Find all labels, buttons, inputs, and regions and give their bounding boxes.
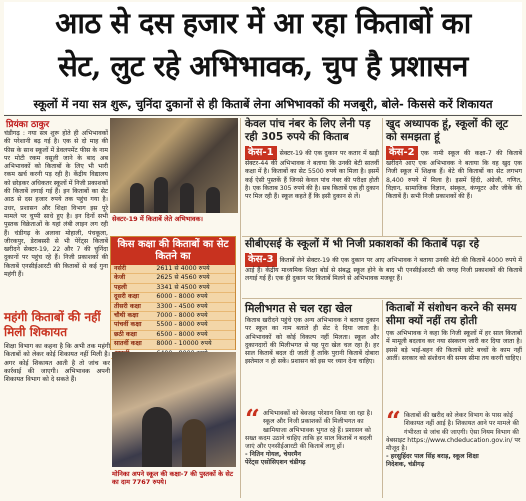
price-table-row <box>111 284 235 293</box>
price-table-row <box>111 303 235 312</box>
case-1-block <box>245 146 379 234</box>
director-signature-title: निदेशक, चंडीगढ़ <box>386 461 425 469</box>
set-price: 5500 - 8000 रुपये <box>156 321 208 329</box>
set-price: 8000 - 10000 रुपये <box>156 340 212 348</box>
photo-bookshop <box>110 118 238 213</box>
class-name: केजी <box>114 274 126 282</box>
price-table-row <box>111 265 235 274</box>
left-box-text: शिक्षा विभाग का कहना है कि अभी तक महंगी किताबों को लेकर कोई शिकायत नहीं मिली है। अगर कोई शिकायत आती है तो जांच कर कार्रवाई की जाएगी। अभिभावक अपनी शिकायत विभाग को दे सकते हैं। <box>4 343 110 384</box>
price-table-row <box>111 340 235 349</box>
class-name: पांचवीं कक्षा <box>114 321 142 329</box>
mid-heading: केवल पांच नंबर के लिए लेनी पड़ रही 305 रुपये की किताब <box>245 118 371 143</box>
quote-signature: - नितिन गोयल, चेयरमैन <box>245 451 302 459</box>
left-box <box>4 310 110 498</box>
set-price: 3300 - 4500 रुपये <box>156 302 208 310</box>
set-price: 2611 से 4000 रुपये <box>156 265 210 272</box>
headline-line-1: आठ से दस हजार में आ रहा किताबों का <box>55 6 471 40</box>
divider <box>242 236 522 237</box>
milibhagat-heading: मिलीभगत से चल रहा खेल <box>245 302 352 315</box>
case-1-text: सेक्टर-19 की एक दुकान पर कतार में खड़ी सेक्टर-44 की अभिभावक ने बताया कि उनकी बेटी सातवीं कक्षा में है। किताबों का सेट 5500 रुपये का मिला है। इसमें कई ऐसी पुस्तकें हैं जिनसे केवल पांच नंबर की परीक्षा होती है। एक किताब 305 रुपये की है। सब किताबें एक ही दुकान पर मिल रही हैं। स्कूल कहते हैं कि इसी दुकान से लें। <box>245 150 379 201</box>
quote-signature-org: पेरेंट्स एसोसिएशन चंडीगढ़ <box>245 459 306 467</box>
class-name: पहली <box>114 283 127 291</box>
class-name: नर्सरी <box>114 265 126 272</box>
column-divider <box>382 300 383 498</box>
case-3-label: केस-3 <box>245 253 277 267</box>
case-2-text: एक नामी स्कूल की कक्षा-7 की किताबें खरीदने आए एक अभिभावक ने बताया कि वह खुद एक निजी स्कूल में शिक्षक हैं। बेटे की किताबों का सेट लगभग 8,400 रुपये में मिला है। इसमें हिंदी, अंग्रेजी, गणित, विज्ञान, सामाजिक विज्ञान, संस्कृत, कंप्यूटर और जीके की किताबें हैं। सभी निजी प्रकाशकों की हैं। <box>386 150 522 201</box>
set-price: 2625 से 4560 रुपये <box>156 274 210 282</box>
class-name: तीसरी कक्षा <box>114 302 141 310</box>
case-3-block <box>245 253 522 295</box>
price-table-title: किस कक्षा की किताबों का सेट कितने का <box>111 237 235 265</box>
byline: प्रियंका ठाकुर <box>6 120 50 130</box>
cbse-heading: सीबीएसई के स्कूलों में भी निजी प्रकाशकों की किताबें पढ़ा रहे <box>245 238 480 250</box>
set-price: 7000 - 8000 रुपये <box>156 312 208 320</box>
case-2-block <box>386 146 522 234</box>
price-table-row <box>111 293 235 302</box>
price-table-row <box>111 331 235 340</box>
headline-line-2: सेट, लुट रहे अभिभावक, चुप है प्रशासन <box>58 49 468 83</box>
left-body-text: चंडीगढ़ : नया सत्र शुरू होते ही अभिभावकों की परेशानी बढ़ गई है। एक से दो माह की फीस के साथ स्कूलों में डेवलपमेंट फीस के नाम पर मोटी रकम वसूली जाने के बाद अब अभिभावकों को किताबों के लिए भी भारी रकम खर्च करनी पड़ रही है। केंद्रीय विद्यालय को छोड़कर अधिकतर स्कूलों में निजी प्रकाशकों की किताबें लगाई गई हैं। इन किताबों का सेट आठ से दस हजार रुपये तक पहुंच गया है। उधर, प्रशासन और शिक्षा विभाग इस पूरे मामले पर चुप्पी साधे हुए है। इन दिनों सभी पुस्तक विक्रेताओं के यहां लंबी लाइन लग रही हैं। चंडीगढ़ के अलावा मोहाली, पंचकूला, जीरकपुर, डेराबस्सी से भी पेरेंट्स किताबें खरीदने सेक्टर-19, 22 और 7 की चुनिंदा दुकानों पर पहुंच रहे हैं। निजी प्रकाशकों की किताबें एनसीईआरटी की किताबों से कई गुना महंगी हैं। <box>4 130 108 279</box>
right-box-text: एक अभिभावक ने कहा कि निजी स्कूलों में हर साल किताबों में मामूली बदलाव कर नया संस्करण जारी कर दिया जाता है। इससे बड़े भाई-बहन की किताबें छोटे बच्चों के काम नहीं आतीं। सरकार को संशोधन की समय सीमा तय करनी चाहिए। <box>386 330 522 362</box>
class-name: दूसरी कक्षा <box>114 293 139 301</box>
photo-caption-1: सेक्टर-19 में किताबें लेते अभिभावक। <box>112 215 203 223</box>
case-3-text: किताबें लेने सेक्टर-19 की एक दुकान पर आए अभिभावक ने बताया उनकी बेटी की किताबें 4000 रुपये में आई हैं। केंद्रीय माध्यमिक शिक्षा बोर्ड से संबद्ध स्कूल होने के बाद भी एनसीईआरटी की जगह निजी प्रकाशकों की किताबें लगाई गई हैं। एक ही दुकान पर किताबें मिलने से अभिभावक मजबूर हैं। <box>245 257 522 283</box>
subheadline: स्कूलों में नया सत्र शुरू, चुनिंदा दुकानों से ही किताबें लेना अभिभावकों की मजबूरी, बोले- किससे करें शिकायत <box>4 94 522 114</box>
price-table-row <box>111 321 235 330</box>
right-box-heading: किताबों में संशोधन करने की समय सीमा क्यों नहीं तय होती <box>386 302 517 327</box>
class-name: सातवीं कक्षा <box>114 340 142 348</box>
class-name: चौथी कक्षा <box>114 312 139 320</box>
quote-text: अभिभावकों को बेवजह परेशान किया जा रहा है। स्कूल और निजी प्रकाशकों की मिलीभगत का खामियाजा अभिभावक भुगत रहे हैं। प्रशासन को सख्त कदम उठाने चाहिए ताकि हर साल किताबें न बदली जाएं और एनसीईआरटी की किताबें लागू हों। <box>245 410 373 451</box>
photo-book-set <box>112 352 236 467</box>
left-box-heading: महंगी किताबों की नहीं मिली शिकायत <box>4 310 101 339</box>
milibhagat-text: किताब खरीदने पहुंचे एक अन्य अभिभावक ने बताया दुकान पर स्कूल का नाम बताते ही सेट दे दिया जाता है। अभिभावकों को कोई विकल्प नहीं मिलता। स्कूल और दुकानदारों की मिलीभगत से यह पूरा खेल चल रहा है। हर साल किताबें बदल दी जाती हैं ताकि पुरानी किताबें दोबारा इस्तेमाल न हो सकें। प्रशासन को इस पर ध्यान देना चाहिए। <box>245 317 379 366</box>
class-name: छठी कक्षा <box>114 330 137 338</box>
set-price: 6000 - 8000 रुपये <box>156 293 208 301</box>
set-price: 6500 - 8000 रुपये <box>156 330 208 338</box>
column-divider <box>240 118 241 498</box>
case-1-label: केस-1 <box>245 146 277 160</box>
price-table-row <box>111 274 235 283</box>
quote-mark-icon: “ <box>245 405 260 435</box>
director-quote-text: किताबों की खरीद को लेकर विभाग के पास कोई शिकायत नहीं आई है। शिकायत आने पर मामले की गंभीरता से जांच की जाएगी। ऐसा नियम विभाग की वेबसाइट https://www.chdeducation.gov.in/ पर मौजूद है। <box>386 412 521 453</box>
column-divider <box>382 118 383 236</box>
case-2-label: केस-2 <box>386 146 418 160</box>
divider <box>4 115 522 116</box>
divider <box>242 298 522 299</box>
quote-director <box>386 407 522 498</box>
right-heading: खुद अध्यापक हूं, स्कूलों की लूट को समझता हूं <box>386 118 508 143</box>
headline <box>4 2 522 94</box>
photo-caption-2: मोनिका अपने स्कूल की कक्षा-7 की पुस्तकों के सेट का दाम 7767 रुपये। <box>112 470 234 486</box>
set-price: 3341 से 4500 रुपये <box>156 283 210 291</box>
price-table <box>110 236 236 350</box>
director-signature: - हरसुहिंदर पाल सिंह बराड़, स्कूल शिक्षा <box>386 453 479 461</box>
quote-mark-icon: “ <box>386 407 401 437</box>
quote-parents-association <box>245 405 379 498</box>
